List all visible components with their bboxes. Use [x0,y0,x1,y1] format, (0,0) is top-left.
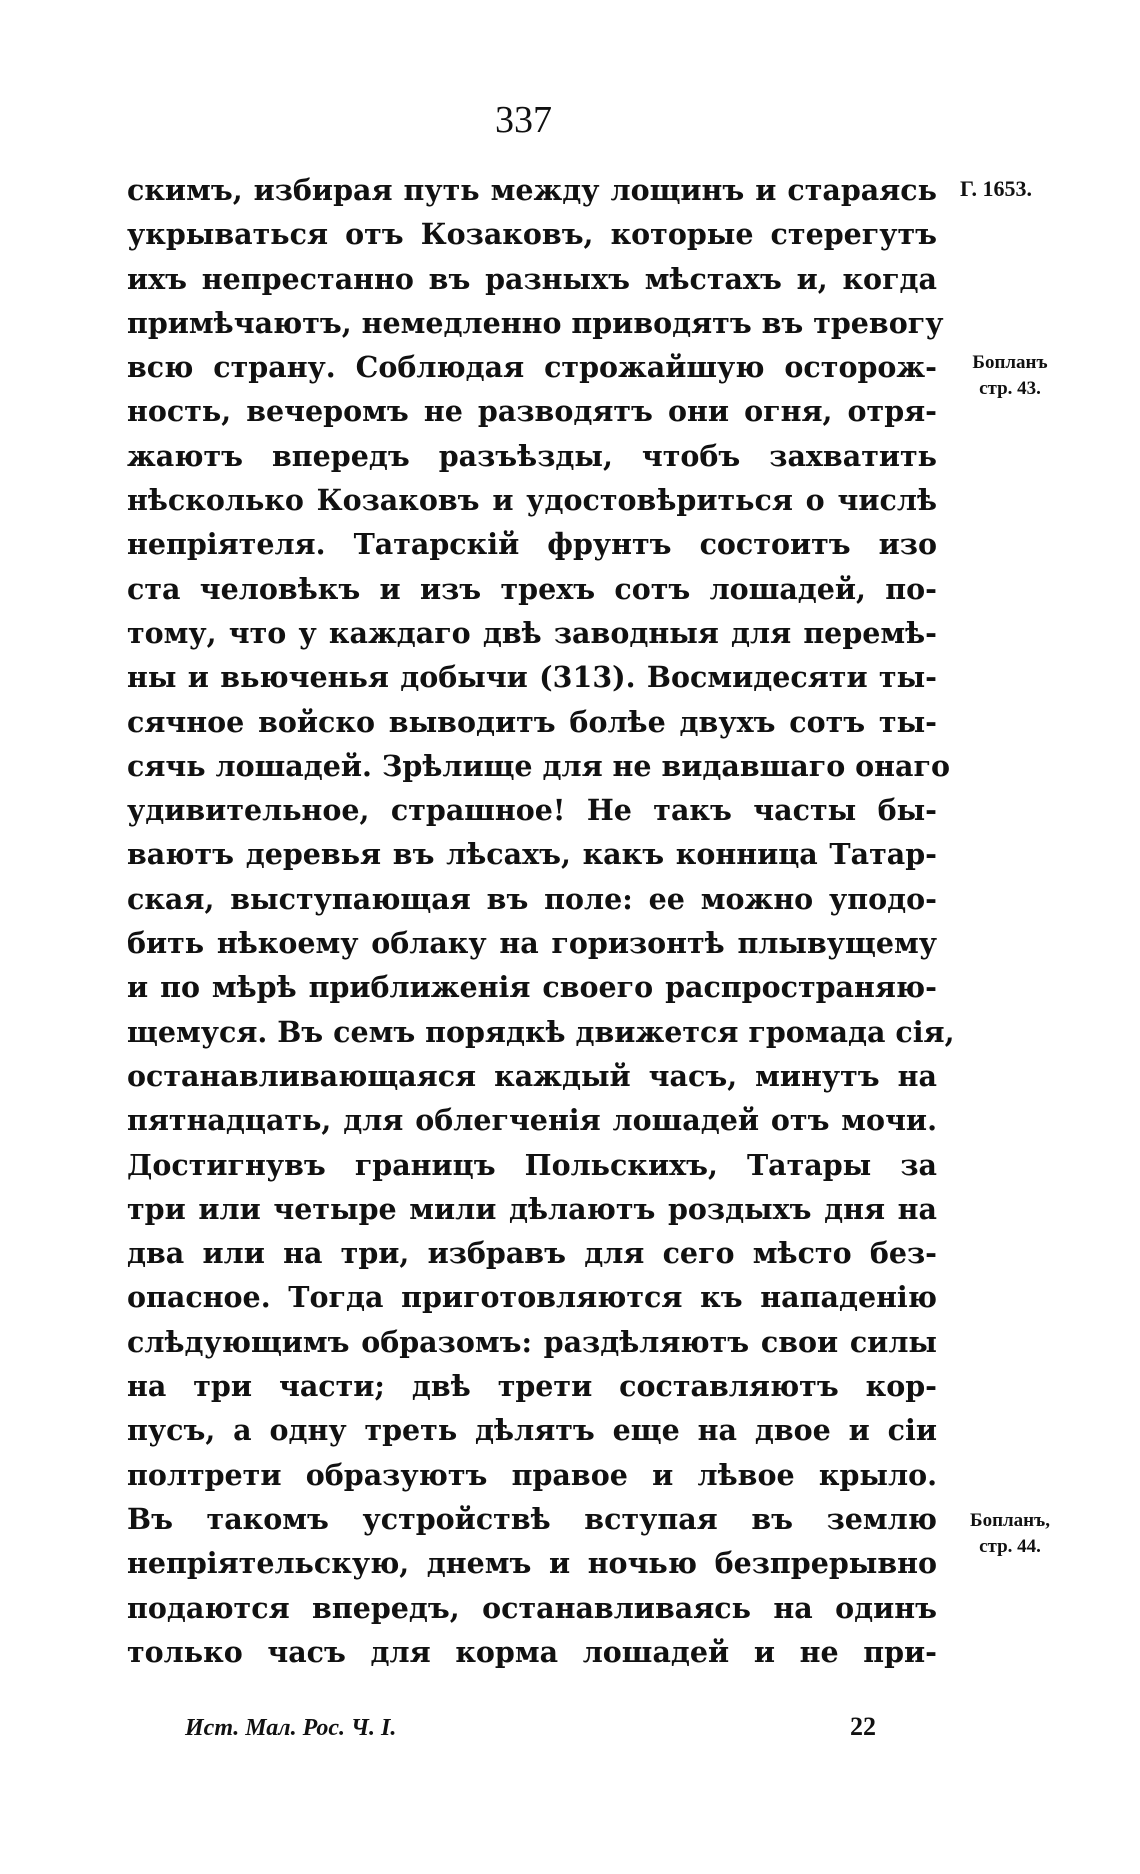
text-line: Въ такомъ устройствѣ вступая въ землю [127,1501,937,1536]
text-line: на три части; двѣ трети составляютъ кор- [127,1369,937,1404]
body-text [127,168,955,1674]
page-number: 337 [495,99,552,141]
text-line: останавливающаяся каждый часъ, минутъ на [127,1058,937,1093]
text-line: ны и вьюченья добычи (313). Восмидесяти ты- [127,660,937,695]
text-line: тому, что у каждаго двѣ заводныя для перемѣ- [127,615,937,650]
text-line: ская, выступающая въ поле: ее можно уподо- [127,881,937,916]
text-line: опасное. Тогда приготовляются къ нападенію [127,1280,937,1315]
text-line: бить нѣкоему облаку на горизонтѣ плывущему [127,926,937,961]
text-line: всю страну. Соблюдая строжайшую осторож- [127,350,937,385]
text-line: нѣсколько Козаковъ и удостовѣриться о числѣ [127,483,937,518]
text-line: два или на три, избравъ для сего мѣсто без- [127,1236,937,1271]
text-line: только часъ для корма лошадей и не при- [127,1634,937,1669]
footer-signature: 22 [850,1712,876,1741]
text-line: ваютъ деревья въ лѣсахъ, какъ конница Татар- [127,837,937,872]
text-line: слѣдующимъ образомъ: раздѣляютъ свои силы [127,1324,937,1359]
text-line: подаются впередъ, останавливаясь на одинъ [127,1590,937,1625]
margin-note-author: Бопланъ, [970,1510,1050,1531]
text-line: непріятельскую, днемъ и ночью безпрерывно [127,1546,937,1581]
text-line: ихъ непрестанно въ разныхъ мѣстахъ и, когда [127,261,937,296]
text-line: укрываться отъ Козаковъ, которые стерегутъ [127,217,937,252]
text-line: скимъ, избирая путь между лощинъ и стараясь [127,173,937,207]
margin-note-author: Бопланъ [972,352,1048,373]
text-line: три или четыре мили дѣлаютъ роздыхъ дня на [127,1191,937,1226]
text-line: пусъ, а одну треть дѣлятъ еще на двое и сіи [127,1413,937,1448]
text-line: Достигнувъ границъ Польскихъ, Татары за [127,1147,937,1182]
text-line: жаютъ впередъ разъѣзды, чтобъ захватить [127,438,937,473]
margin-note-beauplan-44 [950,1508,1070,1560]
footer-book-title: Ист. Мал. Рос. Ч. I. [185,1715,397,1741]
text-line: и по мѣрѣ приближенія своего распространяю- [127,970,937,1005]
text-line: полтрети образуютъ правое и лѣвое крыло. [127,1457,937,1492]
margin-note-page: стр. 44. [979,1536,1041,1557]
text-line: сячь лошадей. Зрѣлище для не видавшаго онаго [127,748,950,783]
margin-note-page: стр. 43. [979,378,1041,399]
text-line: ность, вечеромъ не разводятъ они огня, отря- [127,394,937,429]
margin-note-beauplan-43 [950,350,1070,402]
text-line: пятнадцать, для облегченія лошадей отъ мочи. [127,1103,937,1138]
text-line: примѣчаютъ, немедленно приводятъ въ тревогу [127,305,944,340]
margin-year: Г. 1653. [960,176,1033,201]
text-line: непріятеля. Татарскій фрунтъ состоитъ изо [127,527,937,562]
text-line: удивительное, страшное! Не такъ часты бы- [127,793,937,828]
text-line: сячное войско выводитъ болѣе двухъ сотъ ты- [127,704,937,739]
text-line: ста человѣкъ и изъ трехъ сотъ лошадей, по- [127,571,937,606]
text-line: щемуся. Въ семъ порядкѣ движется громада сія, [127,1014,955,1049]
